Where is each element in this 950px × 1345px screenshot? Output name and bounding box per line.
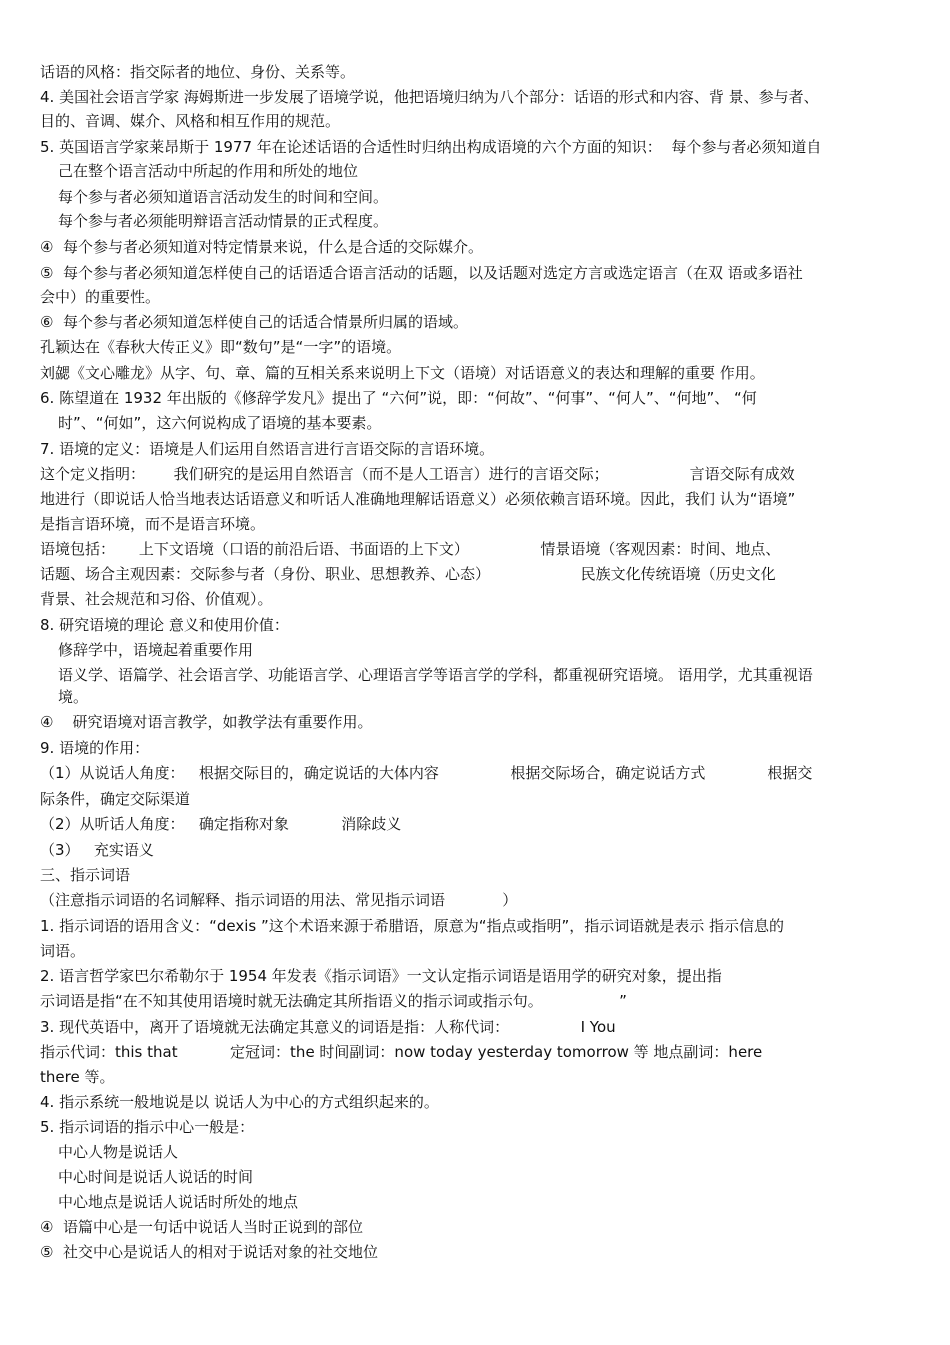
text-line: 刘勰《文心雕龙》从字、句、章、篇的互相关系来说明上下文（语境）对话语意义的表达和理解的重要 作用。 — [40, 364, 765, 382]
text-line: 每个参与者必须能明辩语言活动情景的正式程度。 — [58, 212, 389, 230]
text-line: 4. 美国社会语言学家 海姆斯进一步发展了语境学说，他把语境归纳为八个部分：话语的形式和内容、背 景、参与者、 — [40, 88, 819, 106]
text-line: 孔颖达在《春秋大传正义》即“数句”是“一字”的语境。 — [40, 338, 402, 356]
text-line: （注意指示词语的名词解释、指示词语的用法、常见指示词语 ） — [40, 891, 518, 909]
text-line: 指示代词：this that 定冠词：the 时间副词：now today yesterday tomorrow 等 地点副词：here — [40, 1043, 763, 1061]
text-line: there 等。 — [40, 1068, 115, 1086]
text-line: 4. 指示系统一般地说是以 说话人为中心的方式组织起来的。 — [40, 1093, 439, 1111]
text-line: 5. 英国语言学家莱昂斯于 1977 年在论述话语的合适性时归纳出构成语境的六个方面的知识： 每个参与者必须知道自 — [40, 138, 822, 156]
text-line: 1. 指示词语的语用含义：“dexis ”这个术语来源于希腊语，原意为“指点或指明”，指示词语就是表示 指示信息的 — [40, 917, 785, 935]
text-line: （3） 充实语义 — [40, 841, 154, 859]
text-line: ⑤ 社交中心是说话人的相对于说话对象的社交地位 — [40, 1243, 378, 1261]
text-line: 语义学、语篇学、社会语言学、功能语言学、心理语言学等语言学的学科，都重视研究语境。 语用学，尤其重视语 — [58, 666, 813, 684]
text-line: 词语。 — [40, 942, 86, 960]
text-line: （2）从听话人角度： 确定指称对象 消除歧义 — [40, 815, 402, 833]
text-line: 2. 语言哲学家巴尔希勒尔于 1954 年发表《指示词语》一文认定指示词语是语用学的研究对象，提出指 — [40, 967, 722, 985]
text-line: （1）从说话人角度： 根据交际目的，确定说话的大体内容 根据交际场合，确定说话方式 根据交 — [40, 764, 813, 782]
text-line: 际条件，确定交际渠道 — [40, 790, 191, 808]
text-line: 中心人物是说话人 — [58, 1143, 179, 1161]
text-line: 会中）的重要性。 — [40, 288, 161, 306]
text-line: 6. 陈望道在 1932 年出版的《修辞学发凡》提出了 “六何”说，即：“何故”、“何事”、“何人”、“何地”、 “何 — [40, 389, 757, 407]
text-line: 这个定义指明： 我们研究的是运用自然语言（而不是人工语言）进行的言语交际； 言语交际有成效 — [40, 465, 795, 483]
text-line: 背景、社会规范和习俗、价值观）。 — [40, 590, 273, 608]
text-line: 己在整个语言活动中所起的作用和所处的地位 — [58, 162, 359, 180]
text-line: 9. 语境的作用： — [40, 739, 150, 757]
text-line: 8. 研究语境的理论 意义和使用价值： — [40, 616, 289, 634]
text-line: 3. 现代英语中，离开了语境就无法确定其意义的词语是指：人称代词： I You — [40, 1018, 616, 1036]
text-line: 境。 — [58, 688, 89, 706]
text-line: 话语的风格：指交际者的地位、身份、关系等。 — [40, 63, 356, 81]
text-line: 7. 语境的定义：语境是人们运用自然语言进行言语交际的言语环境。 — [40, 440, 495, 458]
text-line: 修辞学中，语境起着重要作用 — [58, 641, 254, 659]
text-line: 三、指示词语 — [40, 866, 131, 884]
text-line: 每个参与者必须知道语言活动发生的时间和空间。 — [58, 188, 389, 206]
text-line: ④ 语篇中心是一句话中说话人当时正说到的部位 — [40, 1218, 363, 1236]
text-line: 中心时间是说话人说话的时间 — [58, 1168, 254, 1186]
text-line: 话题、场合主观因素：交际参与者（身份、职业、思想教养、心态） 民族文化传统语境（历史文化 — [40, 565, 776, 583]
text-line: 5. 指示词语的指示中心一般是： — [40, 1118, 255, 1136]
text-line: ④ 每个参与者必须知道对特定情景来说，什么是合适的交际媒介。 — [40, 238, 483, 256]
text-line: ⑤ 每个参与者必须知道怎样使自己的话语适合语言活动的话题，以及话题对选定方言或选定语言（在双 语或多语社 — [40, 264, 803, 282]
text-line: 中心地点是说话人说话时所处的地点 — [58, 1193, 299, 1211]
text-line: 是指言语环境，而不是语言环境。 — [40, 515, 266, 533]
text-line: 示词语是指“在不知其使用语境时就无法确定其所指语义的指示词或指示句。 ” — [40, 992, 627, 1010]
text-line: 目的、音调、媒介、风格和相互作用的规范。 — [40, 112, 341, 130]
text-line: 地进行（即说话人恰当地表达话语意义和听话人准确地理解话语意义）必须依赖言语环境。因此，我们 认为“语境” — [40, 490, 796, 508]
text-line: ④ 研究语境对语言教学，如教学法有重要作用。 — [40, 713, 373, 731]
text-line: ⑥ 每个参与者必须知道怎样使自己的话适合情景所归属的语域。 — [40, 313, 468, 331]
text-line: 时”、“何如”，这六何说构成了语境的基本要素。 — [58, 414, 382, 432]
text-line: 语境包括： 上下文语境（口语的前沿后语、书面语的上下文） 情景语境（客观因素：时间、地点、 — [40, 540, 781, 558]
